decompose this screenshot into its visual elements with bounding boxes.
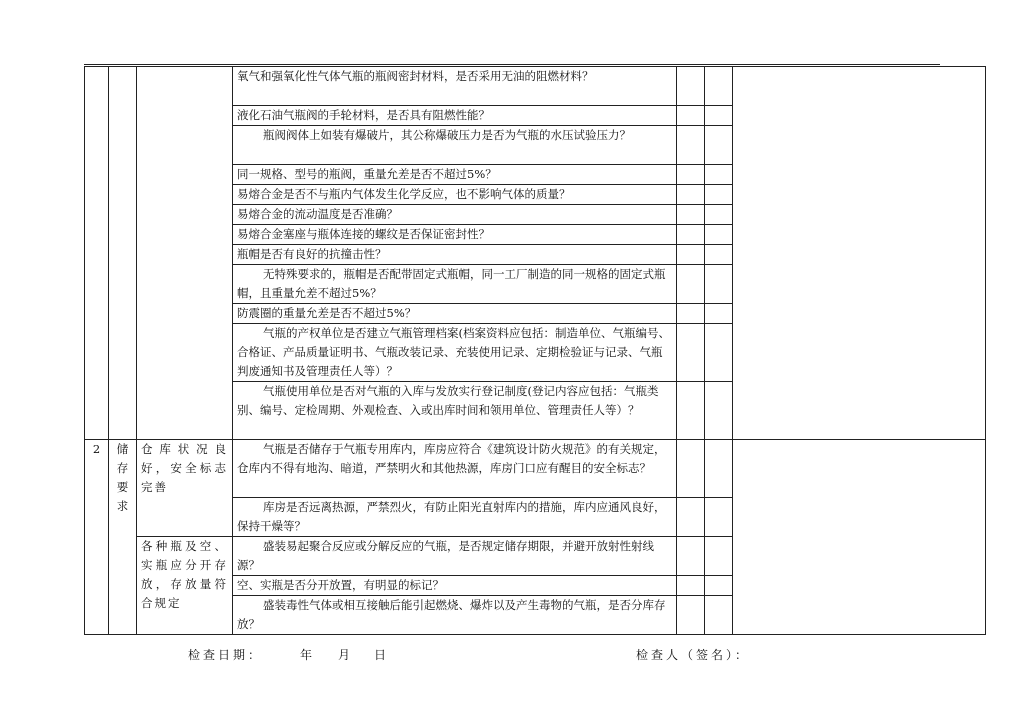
check-yes-cell[interactable] — [677, 165, 705, 185]
question-text: 同一规格、型号的瓶阀，重量允差是否不超过5%？ — [237, 167, 497, 181]
question-cell — [233, 126, 677, 165]
question-text: 易熔合金塞座与瓶体连接的螺纹是否保证密封性？ — [237, 227, 490, 241]
check-no-cell[interactable] — [705, 576, 733, 596]
check-no-cell[interactable] — [705, 498, 733, 537]
check-yes-cell[interactable] — [677, 205, 705, 225]
question-text: 液化石油气瓶阀的手轮材料，是否具有阻燃性能？ — [237, 108, 490, 122]
check-no-cell[interactable] — [705, 67, 733, 106]
question-cell — [233, 576, 677, 596]
question-cell — [233, 67, 677, 106]
check-yes-cell[interactable] — [677, 382, 705, 440]
inspector-signature-label: 检查人（签名）： — [636, 648, 751, 662]
check-yes-cell[interactable] — [677, 67, 705, 106]
check-yes-cell[interactable] — [677, 106, 705, 126]
top-rule — [84, 64, 940, 65]
question-cell — [233, 205, 677, 225]
item-number-cell: 2 — [85, 440, 109, 635]
question-cell — [233, 304, 677, 324]
check-yes-cell[interactable] — [677, 537, 705, 576]
check-no-cell[interactable] — [705, 165, 733, 185]
question-cell — [233, 106, 677, 126]
check-yes-cell[interactable] — [677, 265, 705, 304]
check-no-cell[interactable] — [705, 225, 733, 245]
question-cell — [233, 537, 677, 576]
category-char: 要 — [116, 480, 129, 494]
category-cell — [109, 440, 137, 635]
category-char: 求 — [116, 499, 129, 513]
inspection-date-label: 检查日期： — [188, 648, 264, 662]
question-cell — [233, 382, 677, 440]
check-no-cell[interactable] — [705, 440, 733, 498]
question-text: 气瓶的产权单位是否建立气瓶管理档案(档案资料应包括：制造单位、气瓶编号、合格证、产品质量证明书、气瓶改装记录、充装使用记录、定期检验证与记录、气瓶判废通知书及管理责任人等）？ — [237, 326, 670, 378]
check-no-cell[interactable] — [705, 324, 733, 382]
question-text: 易熔合金是否不与瓶内气体发生化学反应，也不影响气体的质量？ — [237, 187, 571, 201]
category-char: 存 — [116, 461, 129, 475]
check-yes-cell[interactable] — [677, 126, 705, 165]
question-text: 库房是否远离热源，严禁烈火，有防止阳光直射库内的措施，库内应通风良好，保持干燥等？ — [237, 500, 666, 533]
question-cell — [233, 185, 677, 205]
date-year-label: 年 — [300, 648, 316, 662]
check-yes-cell[interactable] — [677, 498, 705, 537]
check-no-cell[interactable] — [705, 596, 733, 635]
table-row — [85, 440, 986, 498]
check-no-cell[interactable] — [705, 304, 733, 324]
check-no-cell[interactable] — [705, 537, 733, 576]
subcategory-cell — [137, 67, 233, 440]
question-text: 盛装易起聚合反应或分解反应的气瓶，是否规定储存期限，并避开放射性射线源？ — [237, 539, 654, 572]
check-no-cell[interactable] — [705, 265, 733, 304]
check-yes-cell[interactable] — [677, 576, 705, 596]
question-cell — [233, 324, 677, 382]
question-text: 气瓶是否储存于气瓶专用库内，库房应符合《建筑设计防火规范》的有关规定，仓库内不得有地沟、暗道，严禁明火和其他热源，库房门口应有醒目的安全标志？ — [237, 442, 666, 475]
date-month-label: 月 — [338, 648, 354, 662]
check-no-cell[interactable] — [705, 126, 733, 165]
question-text: 瓶帽是否有良好的抗撞击性？ — [237, 247, 387, 261]
table-row — [85, 67, 986, 106]
check-no-cell[interactable] — [705, 106, 733, 126]
category-cell — [109, 67, 137, 440]
remarks-cell[interactable] — [733, 440, 986, 635]
question-text: 防震圈的重量允差是否不超过5%？ — [237, 306, 417, 320]
check-yes-cell[interactable] — [677, 440, 705, 498]
question-cell — [233, 225, 677, 245]
question-text: 氧气和强氧化性气体气瓶的瓶阀密封材料，是否采用无油的阻燃材料？ — [237, 69, 594, 83]
check-no-cell[interactable] — [705, 245, 733, 265]
check-no-cell[interactable] — [705, 185, 733, 205]
question-cell — [233, 165, 677, 185]
check-no-cell[interactable] — [705, 205, 733, 225]
question-text: 无特殊要求的，瓶帽是否配带固定式瓶帽，同一工厂制造的同一规格的固定式瓶帽，且重量允差不超过5%？ — [237, 267, 666, 300]
question-text: 空、实瓶是否分开放置，有明显的标记？ — [237, 578, 444, 592]
check-yes-cell[interactable] — [677, 225, 705, 245]
check-yes-cell[interactable] — [677, 304, 705, 324]
question-text: 瓶阀阀体上如装有爆破片，其公称爆破压力是否为气瓶的水压试验压力？ — [263, 128, 631, 142]
remarks-cell[interactable] — [733, 67, 986, 440]
check-yes-cell[interactable] — [677, 185, 705, 205]
check-yes-cell[interactable] — [677, 324, 705, 382]
date-day-label: 日 — [374, 648, 390, 662]
question-text: 气瓶使用单位是否对气瓶的入库与发放实行登记制度(登记内容应包括：气瓶类别、编号、定检周期、外观检查、入或出库时间和领用单位、管理责任人等）？ — [237, 384, 659, 417]
question-cell — [233, 440, 677, 498]
subcategory-cell: 仓库状况良好，安全标志完善 — [137, 440, 233, 537]
question-cell — [233, 265, 677, 304]
checklist-table — [84, 66, 986, 635]
check-yes-cell[interactable] — [677, 245, 705, 265]
subcategory-cell: 各种瓶及空、实瓶应分开存放，存放量符合规定 — [137, 537, 233, 635]
question-cell — [233, 245, 677, 265]
question-cell — [233, 498, 677, 537]
question-cell — [233, 596, 677, 635]
item-number-cell — [85, 67, 109, 440]
check-no-cell[interactable] — [705, 382, 733, 440]
category-char: 储 — [116, 442, 129, 456]
question-text: 易熔合金的流动温度是否准确？ — [237, 207, 398, 221]
check-yes-cell[interactable] — [677, 596, 705, 635]
question-text: 盛装毒性气体或相互接触后能引起燃烧、爆炸以及产生毒物的气瓶，是否分库存放？ — [237, 598, 666, 631]
